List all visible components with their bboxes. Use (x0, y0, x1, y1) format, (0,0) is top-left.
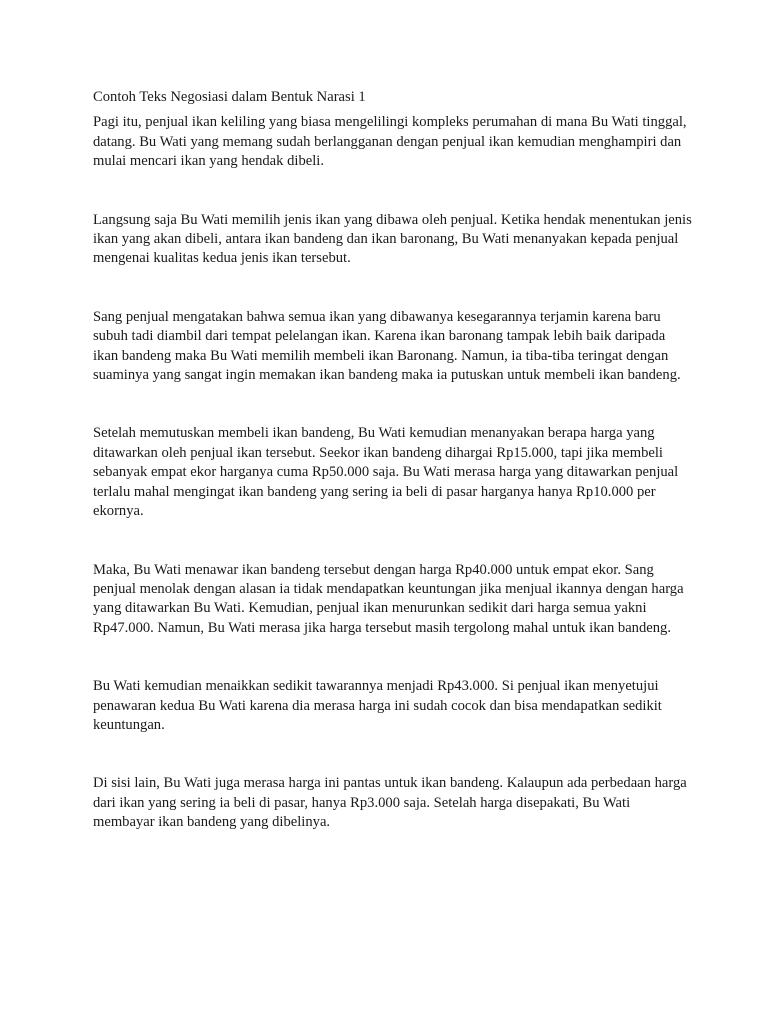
paragraph-2: Langsung saja Bu Wati memilih jenis ikan yang dibawa oleh penjual. Ketika hendak menentukan jenis ikan yang akan dibeli, antara ikan bandeng dan ikan baronang, Bu Wati menanyakan kepada penjual mengenai kualitas kedua jenis ikan tersebut. (93, 211, 692, 267)
paragraph-5: Maka, Bu Wati menawar ikan bandeng tersebut dengan harga Rp40.000 untuk empat ekor. Sang penjual menolak dengan alasan ia tidak mendapatkan keuntungan jika menjual ikannya dengan harga yang ditawarkan Bu Wati. Kemudian, penjual ikan menurunkan sedikit dari harga semua yakni Rp47.000. Namun, Bu Wati merasa jika harga tersebut masih tergolong mahal untuk ikan bandeng. (93, 561, 684, 636)
paragraph-7: Di sisi lain, Bu Wati juga merasa harga ini pantas untuk ikan bandeng. Kalaupun ada perbedaan harga dari ikan yang sering ia beli di pasar, hanya Rp3.000 saja. Setelah harga disepakati, Bu Wati membayar ikan bandeng yang dibelinya. (93, 775, 687, 831)
paragraph-4: Setelah memutuskan membeli ikan bandeng, Bu Wati kemudian menanyakan berapa harga yang ditawarkan oleh penjual ikan tersebut. Seekor ikan bandeng dihargai Rp15.000, tapi jika membeli sebanyak empat ekor harganya cuma Rp50.000 saja. Bu Wati merasa harga yang ditawarkan penjual terlalu mahal mengingat ikan bandeng yang sering ia beli di pasar harganya hanya Rp10.000 per ekornya. (93, 425, 679, 520)
document-body (93, 88, 693, 872)
paragraph-6: Bu Wati kemudian menaikkan sedikit tawarannya menjadi Rp43.000. Si penjual ikan menyetujui penawaran kedua Bu Wati karena dia merasa harga ini sudah cocok dan bisa mendapatkan sedikit keuntungan. (93, 678, 662, 733)
paragraph-3: Sang penjual mengatakan bahwa semua ikan yang dibawanya kesegarannya terjamin karena baru subuh tadi diambil dari tempat pelelangan ikan. Karena ikan baronang tampak lebih baik daripada ikan bandeng maka Bu Wati memilih membeli ikan Baronang. Namun, ia tiba-tiba teringat dengan suaminya yang sangat ingin memakan ikan bandeng maka ia putuskan untuk membeli ikan bandeng. (93, 308, 681, 384)
paragraph-1: Pagi itu, penjual ikan keliling yang biasa mengelilingi kompleks perumahan di mana Bu Wati tinggal, datang. Bu Wati yang memang sudah berlangganan dengan penjual ikan kemudian menghampiri dan mulai mencari ikan yang hendak dibeli. (93, 114, 687, 170)
document-title: Contoh Teks Negosiasi dalam Bentuk Narasi 1 (93, 89, 366, 105)
